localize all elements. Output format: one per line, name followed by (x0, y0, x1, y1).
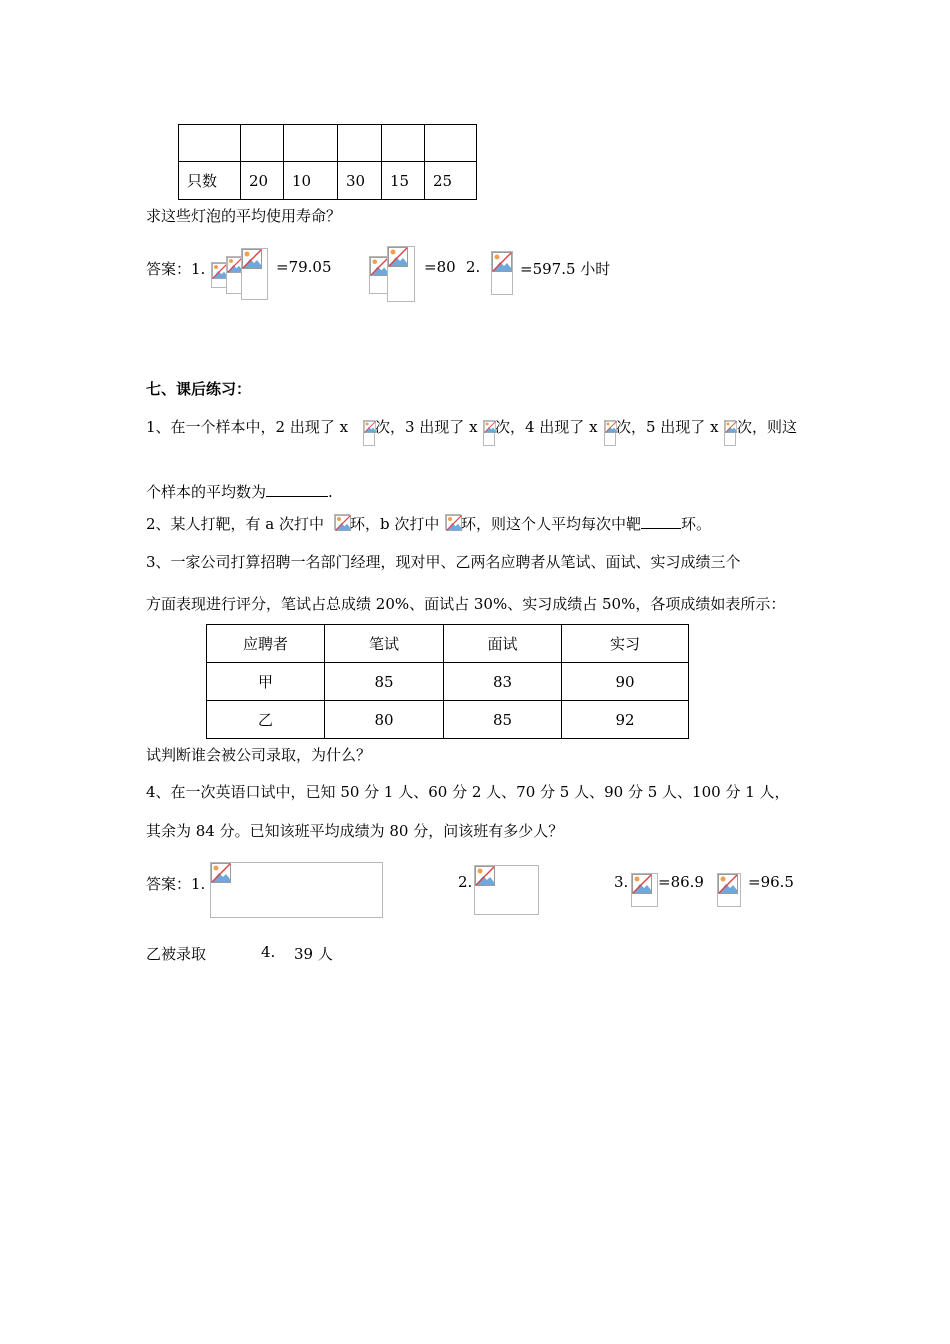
answer-number: 2. (466, 258, 481, 276)
table-cell: 80 (325, 701, 444, 739)
q4-line2: 其余为 84 分。已知该班平均成绩为 80 分，问该班有多少人？ (146, 822, 564, 840)
table-cell: 10 (284, 162, 338, 200)
answer-label: 答案：1. (146, 260, 206, 278)
q2-text: 2、某人打靶，有 a 次打中 (146, 515, 325, 533)
q1-line2: 个样本的平均数为 (146, 483, 267, 501)
table-header: 笔试 (325, 625, 444, 663)
q1-text: 次，4 出现了 x (495, 418, 598, 436)
table-cell: 15 (382, 162, 425, 200)
formula-image-icon (717, 873, 741, 907)
table-cell (179, 125, 241, 162)
q3-after: 试判断谁会被公司录取，为什么？ (146, 746, 372, 764)
formula-image-icon (491, 251, 513, 295)
answer-number: 3. (614, 873, 629, 891)
table-cell: 83 (444, 663, 562, 701)
table-cell: 90 (562, 663, 689, 701)
formula-image-icon (483, 420, 495, 446)
answer-blank (641, 514, 681, 529)
applicant-score-table (206, 624, 689, 739)
table-cell: 25 (425, 162, 477, 200)
q1-end: . (328, 483, 333, 501)
q2-text-d: 环。 (681, 515, 712, 533)
answer-label: 答案：1. (146, 875, 206, 893)
table-cell: 85 (325, 663, 444, 701)
table-cell: 只数 (179, 162, 241, 200)
table-header: 面试 (444, 625, 562, 663)
formula-image-icon (445, 514, 461, 530)
answer-value: =80 (424, 258, 456, 276)
answer-number: 2. (458, 873, 473, 891)
answer-value: =86.9 (658, 873, 704, 891)
table-cell: 30 (338, 162, 382, 200)
table-cell (241, 125, 284, 162)
answer-text: 乙被录取 (146, 945, 207, 963)
q3-line2: 方面表现进行评分，笔试占总成绩 20%、面试占 30%、实习成绩占 50%，各项成绩如表所示： (146, 595, 786, 613)
table-cell: 甲 (207, 663, 325, 701)
table-cell: 85 (444, 701, 562, 739)
question-text: 求这些灯泡的平均使用寿命？ (146, 207, 342, 225)
formula-image-icon (387, 246, 415, 302)
answer-text: 39 人 (294, 945, 333, 963)
formula-image-icon (334, 514, 350, 530)
answer-value: =597.5 小时 (520, 260, 611, 278)
table-cell (338, 125, 382, 162)
formula-image-icon (241, 248, 268, 300)
formula-image-icon (363, 420, 375, 446)
formula-image-icon (369, 256, 388, 294)
answer-number: 4. (261, 943, 276, 961)
formula-image-icon (210, 862, 383, 918)
formula-image-icon (604, 420, 616, 446)
table-row (207, 663, 689, 701)
section-title: 七、课后练习： (146, 380, 252, 398)
formula-image-icon (474, 865, 539, 915)
lifespan-table (178, 124, 477, 200)
q2-text: 环，b 次打中 (350, 515, 440, 533)
q2-text-c: 环，则这个人平均每次中靶 (461, 515, 642, 533)
table-cell (284, 125, 338, 162)
formula-image-icon (631, 873, 658, 907)
q1-text (146, 481, 333, 502)
q1-text: 次，3 出现了 x (375, 418, 478, 436)
table-cell: 20 (241, 162, 284, 200)
table-cell (425, 125, 477, 162)
q1-text: 1、在一个样本中，2 出现了 x (146, 418, 349, 436)
table-cell: 乙 (207, 701, 325, 739)
answer-value: =79.05 (276, 258, 332, 276)
table-header: 实习 (562, 625, 689, 663)
q2-text (461, 513, 711, 534)
formula-image-icon (211, 262, 227, 288)
table-header: 应聘者 (207, 625, 325, 663)
answer-value: =96.5 (748, 873, 794, 891)
table-row (207, 701, 689, 739)
formula-image-icon (226, 256, 242, 294)
q1-text: 次，则这 (737, 418, 798, 436)
q1-text: 次，5 出现了 x (616, 418, 719, 436)
table-cell: 92 (562, 701, 689, 739)
q4-line1: 4、在一次英语口试中，已知 50 分 1 人、60 分 2 人、70 分 5 人、90 分 5 人、100 分 1 人， (146, 783, 790, 801)
q3-line1: 3、一家公司打算招聘一名部门经理，现对甲、乙两名应聘者从笔试、面试、实习成绩三个 (146, 553, 741, 571)
table-cell (382, 125, 425, 162)
answer-blank (266, 482, 328, 497)
formula-image-icon (724, 420, 736, 446)
